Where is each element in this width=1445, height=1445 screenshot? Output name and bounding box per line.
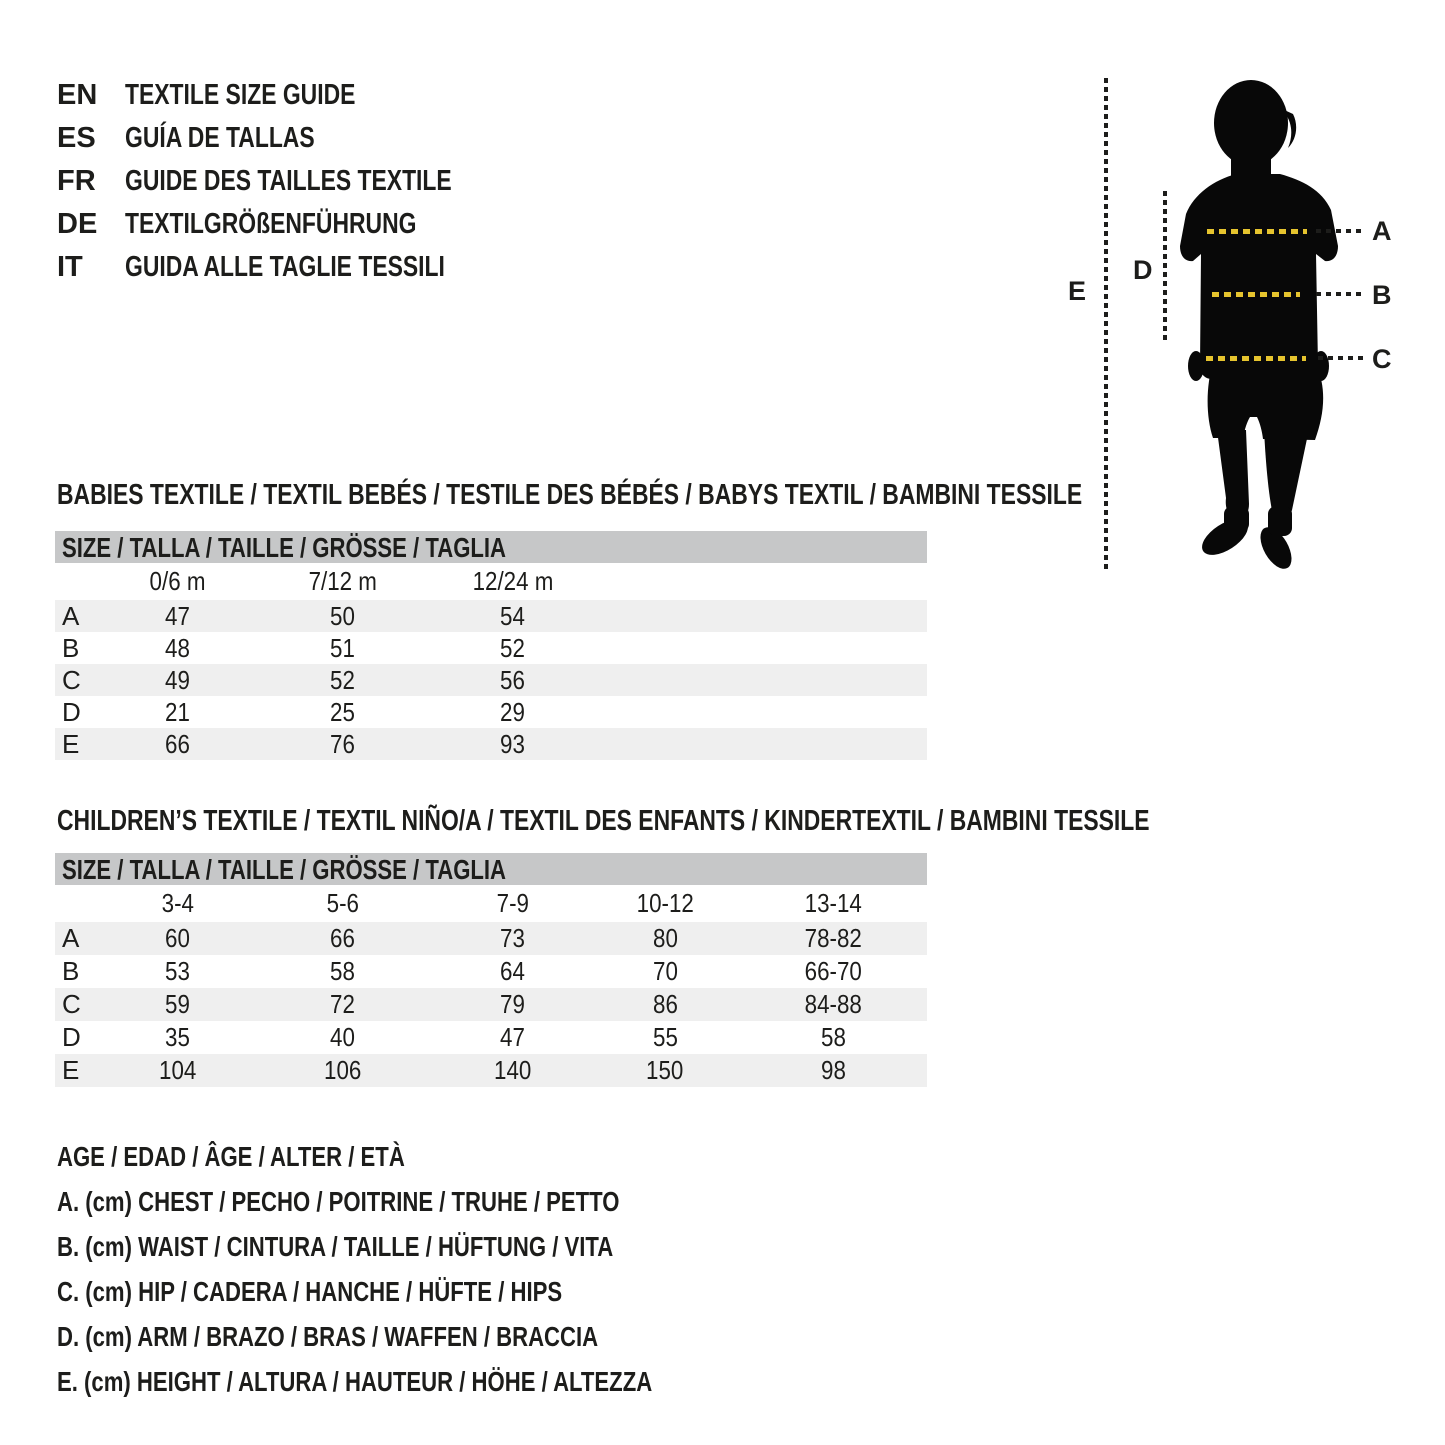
cell <box>435 632 590 664</box>
cell-value: 64 <box>500 956 525 986</box>
cell <box>435 664 590 696</box>
cell <box>435 728 590 760</box>
cell-value: 80 <box>652 923 678 953</box>
cell-value: 50 <box>330 601 355 631</box>
cell <box>105 988 250 1021</box>
cell-value: 73 <box>500 923 525 953</box>
cell <box>250 955 435 988</box>
cell-value: 140 <box>493 1055 532 1085</box>
language-code: DE <box>57 208 98 240</box>
cell <box>590 988 740 1021</box>
cell-value: 47 <box>500 1022 525 1052</box>
language-title-block <box>57 74 539 289</box>
cell-value: 66 <box>330 923 355 953</box>
row-label: D <box>62 1022 81 1052</box>
cell-value: 76 <box>330 729 355 759</box>
arm-measure-line-d <box>1163 191 1167 344</box>
cell <box>740 955 927 988</box>
cell <box>590 955 740 988</box>
column-header-text: 13-14 <box>804 888 863 918</box>
column-header <box>740 885 927 922</box>
language-row-en <box>57 74 539 117</box>
table-row <box>55 1021 927 1054</box>
cell-value: 52 <box>330 665 355 695</box>
cell-value: 150 <box>646 1055 684 1085</box>
column-header <box>435 885 590 922</box>
cell <box>250 632 435 664</box>
cell-value: 72 <box>330 989 355 1019</box>
measure-label-e: E <box>1068 276 1087 306</box>
cell <box>590 1021 740 1054</box>
cell <box>740 988 927 1021</box>
language-row-de <box>57 203 539 246</box>
hip-dot-line-c <box>1318 356 1364 360</box>
cell <box>250 1021 435 1054</box>
cell <box>590 1054 740 1087</box>
cell <box>105 696 250 728</box>
cell <box>435 1021 590 1054</box>
cell-value: 86 <box>652 989 678 1019</box>
cell-value: 40 <box>330 1022 355 1052</box>
table-row <box>55 632 927 664</box>
legend-text: A. (cm) CHEST / PECHO / POITRINE / TRUHE / PETTO <box>57 1186 620 1217</box>
legend-text: C. (cm) HIP / CADERA / HANCHE / HÜFTE / HIPS <box>57 1276 563 1307</box>
children-column-headers <box>55 885 927 922</box>
column-header-text: 0/6 m <box>149 566 206 596</box>
cell-value: 66 <box>165 729 190 759</box>
chest-dash-line-a <box>1207 229 1307 234</box>
row-label: B <box>62 956 80 986</box>
language-row-fr <box>57 160 539 203</box>
legend-text: D. (cm) ARM / BRAZO / BRAS / WAFFEN / BRACCIA <box>57 1321 599 1352</box>
measure-label-a: A <box>1372 216 1392 246</box>
column-header <box>435 563 590 600</box>
legend-line-age <box>57 1134 810 1179</box>
silhouette-left-hand <box>1188 351 1204 381</box>
waist-dash-line-b <box>1212 292 1300 297</box>
cell <box>250 922 435 955</box>
column-header <box>105 563 250 600</box>
legend-line-waist <box>57 1224 810 1269</box>
language-title: TEXTILE SIZE GUIDE <box>125 79 356 111</box>
cell <box>105 922 250 955</box>
cell <box>105 1021 250 1054</box>
cell <box>435 955 590 988</box>
column-header-text: 3-4 <box>161 888 194 918</box>
cell <box>105 600 250 632</box>
waist-dot-line-b <box>1316 292 1364 296</box>
row-label: E <box>62 729 80 759</box>
babies-size-header-text: SIZE / TALLA / TAILLE / GRÖSSE / TAGLIA <box>62 532 507 563</box>
column-header-text: 7-9 <box>496 888 529 918</box>
column-header <box>590 885 740 922</box>
legend-text: E. (cm) HEIGHT / ALTURA / HAUTEUR / HÖHE / ALTEZZA <box>57 1366 653 1397</box>
cell <box>250 988 435 1021</box>
language-title: GUIDA ALLE TAGLIE TESSILI <box>125 251 445 283</box>
table-row <box>55 1054 927 1087</box>
language-code: FR <box>57 165 96 197</box>
legend-line-hip <box>57 1269 810 1314</box>
table-row <box>55 664 927 696</box>
cell-value: 78-82 <box>804 923 863 953</box>
row-label: B <box>62 633 80 663</box>
cell-value: 58 <box>330 956 355 986</box>
cell <box>250 664 435 696</box>
legend-text: B. (cm) WAIST / CINTURA / TAILLE / HÜFTUNG / VITA <box>57 1231 614 1262</box>
cell <box>590 922 740 955</box>
language-row-it <box>57 246 539 289</box>
measurement-legend <box>57 1134 810 1404</box>
legend-text: AGE / EDAD / ÂGE / ALTER / ETÀ <box>57 1141 405 1172</box>
row-label: C <box>62 989 81 1019</box>
cell-value: 49 <box>165 665 190 695</box>
cell-value: 25 <box>330 697 355 727</box>
language-row-es <box>57 117 539 160</box>
column-header-text: 7/12 m <box>308 566 377 596</box>
cell <box>740 1054 927 1087</box>
cell-value: 48 <box>165 633 190 663</box>
column-header <box>105 885 250 922</box>
cell <box>250 1054 435 1087</box>
table-row <box>55 600 927 632</box>
chest-dot-line-a <box>1316 229 1364 233</box>
cell-value: 21 <box>165 697 190 727</box>
babies-column-headers <box>55 563 927 600</box>
table-row <box>55 988 927 1021</box>
legend-line-chest <box>57 1179 810 1224</box>
cell <box>105 664 250 696</box>
cell-value: 60 <box>165 923 190 953</box>
cell <box>105 1054 250 1087</box>
measure-label-b: B <box>1372 280 1392 310</box>
legend-line-height <box>57 1359 810 1404</box>
cell <box>435 600 590 632</box>
silhouette-shirt <box>1180 174 1338 379</box>
language-title: GUIDE DES TAILLES TEXTILE <box>125 165 452 197</box>
cell-value: 55 <box>652 1022 678 1052</box>
cell-value: 35 <box>165 1022 190 1052</box>
children-size-header-text: SIZE / TALLA / TAILLE / GRÖSSE / TAGLIA <box>62 854 507 885</box>
cell <box>105 632 250 664</box>
measure-label-d: D <box>1133 255 1153 285</box>
cell <box>435 922 590 955</box>
table-row <box>55 922 927 955</box>
row-label: E <box>62 1055 80 1085</box>
column-header-text: 10-12 <box>636 888 694 918</box>
children-section-title <box>57 804 1440 838</box>
language-code: IT <box>57 251 83 283</box>
cell <box>435 696 590 728</box>
cell-value: 98 <box>821 1055 846 1085</box>
table-row <box>55 696 927 728</box>
row-label: A <box>62 923 80 953</box>
cell <box>740 922 927 955</box>
column-header <box>250 885 435 922</box>
cell-value: 56 <box>500 665 525 695</box>
babies-section-title-text: BABIES TEXTILE / TEXTIL BEBÉS / TESTILE DES BÉBÉS / BABYS TEXTIL / BAMBINI TESSILE <box>57 479 1083 511</box>
legend-line-arm <box>57 1314 810 1359</box>
babies-section-title <box>57 478 1355 512</box>
cell-value: 54 <box>500 601 525 631</box>
cell-value: 70 <box>652 956 678 986</box>
column-header <box>250 563 435 600</box>
cell <box>740 1021 927 1054</box>
children-section-title-text: CHILDREN’S TEXTILE / TEXTIL NIÑO/A / TEXTIL DES ENFANTS / KINDERTEXTIL / BAMBINI TESSILE <box>57 805 1150 837</box>
language-title: GUÍA DE TALLAS <box>125 122 315 154</box>
cell-value: 84-88 <box>804 989 863 1019</box>
row-label: A <box>62 601 80 631</box>
cell <box>105 728 250 760</box>
cell <box>435 988 590 1021</box>
table-row <box>55 728 927 760</box>
cell-value: 47 <box>165 601 190 631</box>
language-code: EN <box>57 79 98 111</box>
cell-value: 53 <box>165 956 190 986</box>
cell-value: 106 <box>323 1055 362 1085</box>
column-header-text: 5-6 <box>326 888 359 918</box>
cell <box>250 728 435 760</box>
cell-value: 29 <box>500 697 525 727</box>
children-size-header-bar <box>55 853 927 885</box>
cell-value: 66-70 <box>804 956 863 986</box>
cell-value: 93 <box>500 729 525 759</box>
cell <box>250 600 435 632</box>
hip-dash-line-c <box>1206 356 1306 361</box>
babies-size-header-bar <box>55 531 927 563</box>
cell-value: 104 <box>158 1055 197 1085</box>
column-header-text: 12/24 m <box>472 566 553 596</box>
row-label: D <box>62 697 81 727</box>
language-title: TEXTILGRÖßENFÜHRUNG <box>125 208 417 240</box>
cell-value: 59 <box>165 989 190 1019</box>
table-row <box>55 955 927 988</box>
cell-value: 58 <box>821 1022 846 1052</box>
cell <box>435 1054 590 1087</box>
row-label: C <box>62 665 81 695</box>
cell-value: 51 <box>330 633 355 663</box>
cell-value: 79 <box>500 989 525 1019</box>
measure-label-c: C <box>1372 344 1392 374</box>
cell-value: 52 <box>500 633 525 663</box>
cell <box>105 955 250 988</box>
language-code: ES <box>57 122 96 154</box>
cell <box>250 696 435 728</box>
